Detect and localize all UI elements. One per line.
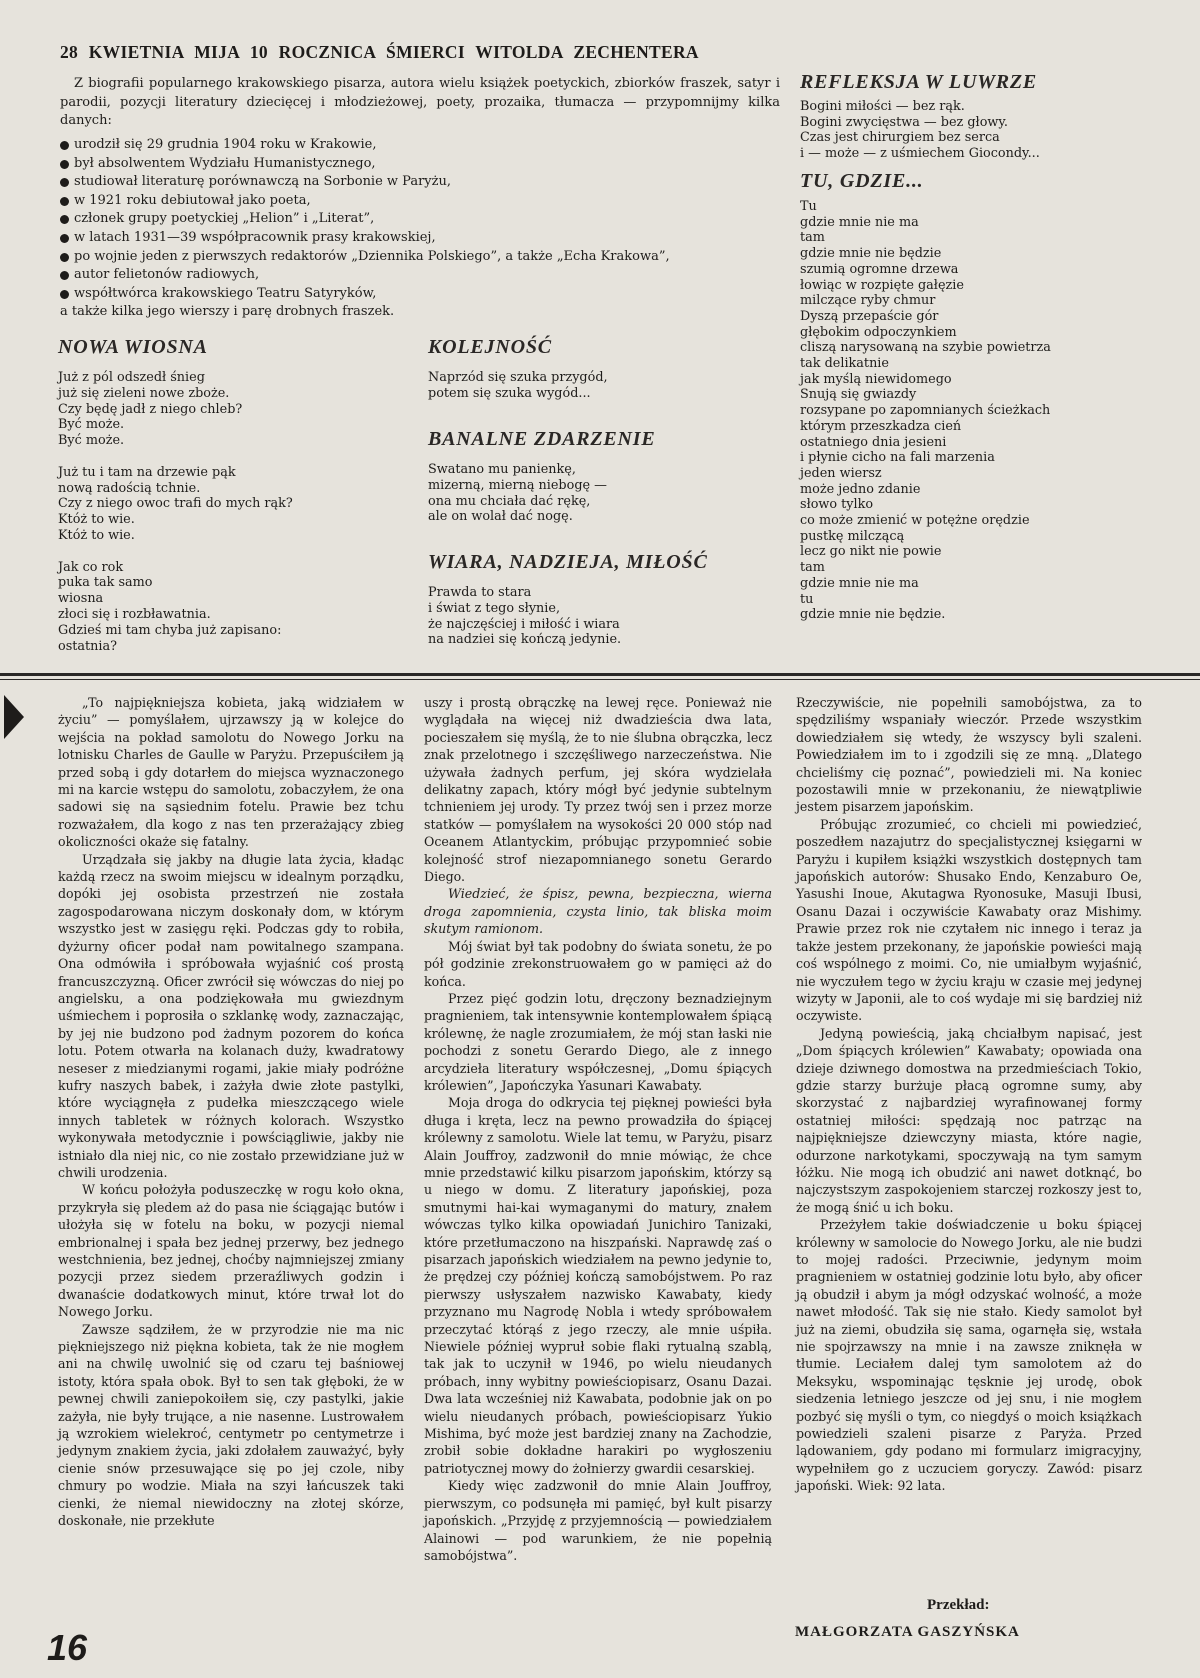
story-quote: Wiedzieć, że śpisz, pewna, bezpieczna, wierna droga zapomnienia, czysta linio, tak bliska moim skutym ramionom. — [424, 886, 772, 937]
poem-text: Tu gdzie mnie nie ma tam gdzie mnie nie będzie szumią ogromne drzewa łowiąc w rozpięte gałęzie milczące ryby chmur Dyszą przepaście gór głębokim odpoczynkiem cliszą narysowaną na szybie powietrza tak delikatnie jak myślą niewidomego Snują się gwiazdy rozsypane po zapomnianych ścieżkach którym przeszkadza cień ostatniego dnia jesieni i płynie cicho na fali marzenia jeden wiersz może jedno zdanie słowo tylko co może zmienić w potężne orędzie pustkę milczącą lecz go nikt nie powie tam gdzie mnie nie ma tu gdzie mnie nie będzie. — [800, 199, 1051, 623]
list-item: w latach 1931—39 współpracownik prasy krakowskiej, — [60, 229, 780, 248]
poem-text: Prawda to stara i świat z tego słynie, że najczęściej i miłość i wiara na nadziei się kończą jedynie. — [428, 585, 622, 648]
page-number: 16 — [47, 1627, 88, 1668]
story-paragraph: Jedyną powieścią, jaką chciałbym napisać, jest „Dom śpiących królewien” Kawabaty; opowiada ona dzieje dziwnego domostwa na przedmieściach Tokio, gdzie starzy burżuje płacą ogromne sumy, aby skorzystać z najbardziej wyrafinowanej formy ostatniej miłości: spędzają noc patrząc na najpiękniejsze dziewczyny miasta, które nagie, odurzone narkotykami, spoczywają na tym samym łóżku. Nie mogą ich obudzić ani nawet dotknąć, bo najczystszym zaspokojeniem starczej rozkoszy jest to, że mogą śnić u ich boku. — [796, 1025, 1142, 1215]
biography-list — [60, 136, 780, 303]
poem-title: KOLEJNOŚĆ — [428, 336, 552, 358]
story-paragraph: Mój świat był tak podobny do świata sonetu, że po pół godzinie zrekonstruowałem go w pamięci aż do końca. — [424, 938, 772, 989]
translation-label: Przekład: — [927, 1597, 990, 1613]
section-divider-thin — [0, 679, 1200, 680]
list-item: współtwórca krakowskiego Teatru Satyryków, — [60, 285, 780, 304]
intro-closing: a także kilka jego wierszy i parę drobnych fraszek. — [60, 304, 395, 319]
story-paragraph: Próbując zrozumieć, co chcieli mi powiedzieć, poszedłem nazajutrz do specjalistycznej księgarni w Paryżu i kupiłem książki wszystkich dostępnych tam japońskich autorów: Shusako Endo, Kenzaburo Oe, Yasushi Inoue, Akutagwa Ryonosuke, Masuji Ibusi, Osanu Dazai i oczywiście Kawabaty oraz Mishimy. Prawie przez rok nie czytałem nic innego i teraz ja także jestem przekonany, że japońskie powieści mają coś wspólnego z moimi. Co, nie umiałbym wyjaśnić, nie wyczułem tego w życiu kraju w czasie mej jedynej wizyty w Japonii, ale to coś wydaje mi się bardziej niż oczywiste. — [796, 816, 1142, 1024]
poem-nowa-wiosna — [58, 336, 388, 654]
poem-text: Bogini miłości — bez rąk. Bogini zwycięstwa — bez głowy. Czas jest chirurgiem bez serca i — może — z uśmiechem Giocondy... — [800, 99, 1040, 161]
list-item: po wojnie jeden z pierwszych redaktorów „Dziennika Polskiego”, a także „Echa Krakowa”, — [60, 248, 780, 267]
story-paragraph: W końcu położyła poduszeczkę w rogu koło okna, przykryła się pledem aż do pasa nie ściągając butów i ułożyła się w fotelu na boku, w pozycji niemal embrionalnej i spała bez jednej przerwy, bez jednego westchnienia, bez jednej, choćby najmniejszej zmiany pozycji przez siedem przeraźliwych godzin i dwanaście dodatkowych minut, które trwał lot do Nowego Jorku. — [58, 1182, 404, 1320]
list-item: studiował literaturę porównawczą na Sorbonie w Paryżu, — [60, 173, 780, 192]
poem-kolejnosc — [428, 336, 768, 402]
poem-tu-gdzie — [800, 170, 1130, 623]
poem-banalne-zdarzenie — [428, 428, 768, 525]
story-paragraph: Moja droga do odkrycia tej pięknej powieści była długa i kręta, lecz na pewno prowadziła do śpiącej królewny z samolotu. Wiele lat temu, w Paryżu, pisarz Alain Jouffroy, zadzwonił do mnie mówiąc, że chce mnie przedstawić kilku pisarzom japońskim, którzy są u niego w domu. Z literatury japońskiej, poza smutnymi hai-kai wymaganymi do matury, znałem wówczas tylko kilka opowiadań Junichiro Tanizaki, które przetłumaczono na hiszpański. Naprawdę zaś o pisarzach japońskich wiedziałem na pewno jedynie to, że prędzej czy później kończą samobójstwem. Po raz pierwszy usłyszałem nazwisko Kawabaty, kiedy przyznano mu Nagrodę Nobla i wtedy spróbowałem przeczytać którąś z jego rzeczy, ale mnie uśpiła. Niewiele później wypruł sobie flaki rytualną szablą, tak jak to uczynił w 1946, po wielu nieudanych próbach, inny wybitny powieściopisarz, Osanu Dazai. Dwa lata wcześniej niż Kawabata, podobnie jak on po wielu nieudanych próbach, powieściopisarz Yukio Mishima, być może jest bardziej znany na Zachodzie, zrobił sobie dokładne harakiri po wygłoszeniu patriotycznej mowy do żołnierzy gwardii cesarskiej. — [424, 1095, 772, 1476]
story-paragraph: Urządzała się jakby na długie lata życia, kładąc każdą rzecz na swoim miejscu w idealnym porządku, dopóki jej osobista przestrzeń nie została zagospodarowana niczym doskonały dom, w którym wszystko jest w zasięgu ręki. Podczas gdy to robiła, dyżurny oficer podał nam powitalnego szampana. Ona odmówiła i spróbowała wyjaśnić coś prostą francuszczyzną. Oficer zwrócił się wówczas do niej po angielsku, a ona podziękowała mu gwiezdnym uśmiechem i poprosiła o szklankę wody, zaznaczając, by jej nie budzono pod żadnym pozorem do końca lotu. Potem otwarła na kolanach duży, kwadratowy neseser z miedzianymi rogami, jakie miały podróżne kufry naszych babek, i zażyła dwie złote pastylki, które wyciągnęła z pudełka mieszczącego wiele innych tabletek w różnych kolorach. Wszystko wykonywała metodycznie i powściągliwie, jakby nie istniało dla niej nic, co nie zostało przewidziane już w chwili urodzenia. — [58, 851, 404, 1180]
poem-title: TU, GDZIE... — [800, 170, 924, 192]
poem-title: NOWA WIOSNA — [58, 336, 208, 358]
poem-text: Już z pól odszedł śnieg już się zieleni nowe zboże. Czy będę jadł z niego chleb? Być może. Być może. Już tu i tam na drzewie pąk nową radością tchnie. Czy z niego owoc trafi do mych rąk? Któż to wie. Któż to wie. Jak co rok puka tak samo wiosna złoci się i rozbławatnia. Gdzieś mi tam chyba już zapisano: ostatnia? — [58, 370, 293, 654]
poem-title: WIARA, NADZIEJA, MIŁOŚĆ — [428, 551, 708, 573]
poem-wiara-nadzieja-milosc — [428, 551, 768, 648]
story-paragraph: Kiedy więc zadzwonił do mnie Alain Jouffroy, pierwszym, co podsunęła mi pamięć, był kult pisarzy japońskich. „Przyjdę z przyjemnością — powiedziałem Alainowi — pod warunkiem, że nie popełnią samobójstwa”. — [424, 1478, 772, 1563]
list-item: w 1921 roku debiutował jako poeta, — [60, 192, 780, 211]
story-start-arrow-icon — [4, 695, 24, 739]
story-paragraph: „To najpiękniejsza kobieta, jaką widziałem w życiu” — pomyślałem, ujrzawszy ją w kolejce do wejścia na pokład samolotu do Nowego Jorku na lotnisku Charles de Gaulle w Paryżu. Przepuściłem ją przed sobą i gdy dotarłem do miejsca wyznaczonego mi na karcie wstępu do samolotu, zobaczyłem, że ona sadowi się na sąsiednim fotelu. Prawie bez tchu rozważałem, dla kogo z nas ten przerażający zbieg okoliczności okaże się fatalny. — [58, 695, 404, 850]
story-paragraph: uszy i prostą obrączkę na lewej ręce. Ponieważ nie wyglądała na więcej niż dwadzieścia dwa lata, pocieszałem się myślą, że to nie ślubna obrączka, lecz znak przelotnego i szczęśliwego narzeczeństwa. Nie używała żadnych perfum, jej skóra wydzielała delikatny zapach, który mógł być jedynie subtelnym tchnieniem jej urody. Ty przez twój sen i przez morze statków — pomyślałem na wysokości 20 000 stóp nad Oceanem Atlantyckim, próbując przypomnieć sobie kolejność strof niezapomnianego sonetu Gerardo Diego. — [424, 695, 772, 885]
poem-refleksja-w-luwrze — [800, 71, 1130, 161]
list-item: był absolwentem Wydziału Humanistycznego, — [60, 155, 780, 174]
section-divider — [0, 673, 1200, 676]
poem-title: REFLEKSJA W LUWRZE — [800, 71, 1038, 93]
poem-text: Naprzód się szuka przygód, potem się szuka wygód... — [428, 370, 608, 401]
list-item: urodził się 29 grudnia 1904 roku w Krakowie, — [60, 136, 780, 155]
translator-name: MAŁGORZATA GASZYŃSKA — [795, 1624, 1020, 1640]
story-column-2 — [424, 694, 772, 1564]
list-item: autor felietonów radiowych, — [60, 266, 780, 285]
poem-text: Swatano mu panienkę, mizerną, mierną niebogę — ona mu chciała dać rękę, ale on wolał dać nogę. — [428, 462, 607, 525]
intro-paragraph: Z biografii popularnego krakowskiego pisarza, autora wielu książek poetyckich, zbiorków fraszek, satyr i parodii, pozycji literatury dziecięcej i młodzieżowej, poety, prozaika, tłumacza — przypomnijmy kilka danych: — [60, 76, 780, 128]
story-column-1 — [58, 694, 404, 1530]
story-paragraph: Przez pięć godzin lotu, dręczony beznadziejnym pragnieniem, tak intensywnie kontemplowałem śpiącą królewnę, że nagle zrozumiałem, że mój stan łaski nie pochodzi z sonetu Gerardo Diego, ale z innego arcydzieła literatury współczesnej, „Domu śpiących królewien”, Japończyka Yasunari Kawabaty. — [424, 990, 772, 1093]
list-item: członek grupy poetyckiej „Helion” i „Literat”, — [60, 210, 780, 229]
story-column-3 — [796, 694, 1142, 1495]
story-paragraph: Przeżyłem takie doświadczenie u boku śpiącej królewny w samolocie do Nowego Jorku, ale nie budzi to mojej radości. Przeciwnie, jedynym moim pragnieniem w ostatniej godzinie lotu było, aby oficer ją obudził i abym ja mógł odzyskać wolność, a może nawet młodość. Tak się nie stało. Kiedy samolot był już na ziemi, obudziła się sama, ogarnęła się, wstała nie spojrzawszy na mnie i na zawsze zniknęła w tłumie. Leciałem dalej tym samolotem aż do Meksyku, wspominając tęsknie jej urodę, obok siedzenia letniego jeszcze od jej snu, i nie mogłem pozbyć się myśli o tym, co niegdyś o moich książkach powiedzieli szaleni pisarze z Paryża. Przed lądowaniem, gdy podano mi formularz imigracyjny, wypełniłem go z uczuciem goryczy. Zawód: pisarz japoński. Wiek: 92 lata. — [796, 1217, 1142, 1494]
story-paragraph: Zawsze sądziłem, że w przyrodzie nie ma nic piękniejszego niż piękna kobieta, tak że nie mogłem ani na chwilę uwolnić się od czaru tej baśniowej istoty, która spała obok. Był to sen tak głęboki, że w pewnej chwili zaniepokoiłem się, czy pastylki, jakie zażyła, nie były trujące, a nie nasenne. Lustrowałem ją wzrokiem wielekroć, centymetr po centymetrze i jedynym znakiem życia, jaki zdołałem zauważyć, były cienie snów przesuwające się po jej czole, niby chmury po wodzie. Miała na szyi łańcuszek taki cienki, że niemal niewidoczny na złotej skórze, doskonałe, nie przekłute — [58, 1321, 404, 1529]
story-paragraph: Rzeczywiście, nie popełnili samobójstwa, za to spędziliśmy wspaniały wieczór. Przede wszystkim dowiedziałem się wtedy, że wszyscy byli szaleni. Powiedziałem im to i zgodzili się ze mną. „Dlatego chcieliśmy cię poznać”, powiedzieli mi. Na koniec pozostawili mnie w przekonaniu, że niewątpliwie jestem pisarzem japońskim. — [796, 695, 1142, 815]
poem-title: BANALNE ZDARZENIE — [428, 428, 656, 450]
article-header: 28 KWIETNIA MIJA 10 ROCZNICA ŚMIERCI WITOLDA ZECHENTERA — [60, 42, 699, 62]
